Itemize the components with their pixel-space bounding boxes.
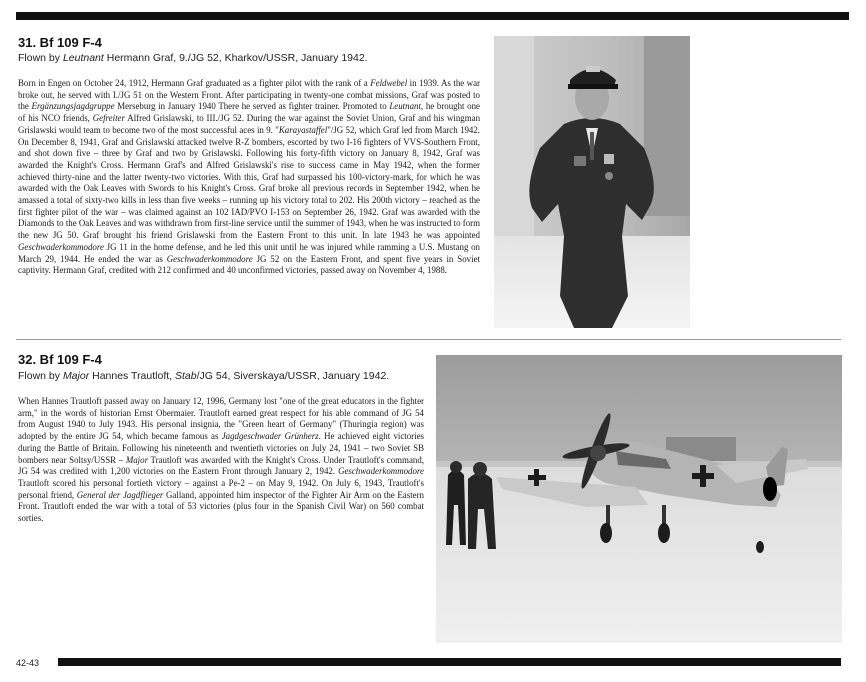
- text-run: Hannes Trautloft,: [89, 370, 175, 382]
- text-run: Gefreiter: [92, 113, 125, 124]
- text-run: Leutnant: [389, 101, 421, 112]
- text-run: Geschwaderkommodore: [338, 466, 424, 477]
- entry-31-body: [18, 78, 480, 277]
- text-run: . He achieved eight victories during the Battle of Britain. Following his nineteenth and twentieth victories on July 24, 1941 – two Soviet SB bombers near Soltsy/USSR –: [18, 431, 424, 465]
- text-run: in 1939. As the war broke out, he served with I./JG 51 on the Western Front. After participating in twenty-one combat missions, Graf was posted to the: [18, 78, 480, 112]
- text-run: Flown by: [18, 370, 63, 382]
- text-run: Geschwaderkommodore: [166, 253, 253, 264]
- bottom-rule: [58, 658, 841, 666]
- text-run: General der Jagdflieger: [76, 489, 164, 500]
- text-run: Stab: [175, 370, 197, 382]
- text-run: Trautloft was awarded with the Knight's Cross. Under Trautloft's command, JG 54 was credited with 1,200 victories on the Eastern Front through January 2, 1942.: [18, 454, 424, 477]
- text-run: When Hannes Trautloft passed away on January 12, 1996, Germany lost "one of the great educators in the fighter arm," in the words of historian Ernst Obermaier. Trautloft earned great respect for his able command of JG 54 from August 1940 to July 1943. His personal insignia, the "Green heart of Germany" (Thuringia region) was adopted by the entire JG 54, which became famous as: [18, 396, 424, 442]
- text-run: JG 11 in the home defense, and he led this unit until he was injured while ramming a U.S. Mustang on March 29, 1944. He ended the war as: [18, 241, 480, 264]
- text-run: Leutnant: [62, 52, 104, 64]
- entry-31-subtitle: [18, 52, 478, 64]
- text-run: Ergänzungsjagdgruppe: [31, 101, 115, 112]
- text-run: Merseburg in January 1940 There he served as fighter trainer. Promoted to: [114, 101, 390, 112]
- text-run: Karayastaffel: [278, 124, 328, 135]
- text-run: Galland, appointed him inspector of the Fighter Air Arm on the Eastern Front. Trautloft ended the war with a total of 53 victories (plus four in the Spanish Civil War) on 560 combat sorties.: [18, 489, 424, 524]
- text-run: Feldwebel: [370, 78, 408, 88]
- page-number: 42-43: [16, 658, 40, 668]
- top-rule: [16, 12, 849, 20]
- text-run: Trautloft scored his personal fortieth victory – against a Pe-2 – on May 9, 1942. On July 6, 1943, Trautloft's personal friend,: [18, 477, 424, 500]
- entry-32-subtitle: [18, 370, 428, 382]
- text-run: Flown by: [18, 52, 63, 64]
- text-run: Alfred Grislawski, to III./JG 52. During the war against the Soviet Union, Graf and his wingman Grislawski would team to become two of the most successful aces in 9. ": [18, 113, 481, 135]
- text-run: Geschwaderkommodore: [18, 241, 104, 252]
- section-separator: [16, 339, 841, 340]
- text-run: Major: [125, 454, 149, 465]
- entry-32-title: 32. Bf 109 F-4: [18, 352, 102, 367]
- text-run: JG 52 on the Eastern Front, and spent five years in Soviet captivity. Hermann Graf, credited with 212 confirmed and 40 unconfirmed victories, passed away on November 4, 1988.: [18, 253, 480, 276]
- text-run: Born in Engen on October 24, 1912, Hermann Graf graduated as a fighter pilot with the rank of a: [18, 78, 371, 88]
- text-run: Major: [62, 370, 90, 382]
- text-run: Hermann Graf, 9./JG 52, Kharkov/USSR, January 1942.: [103, 52, 368, 64]
- entry-32-body: [18, 396, 424, 525]
- text-run: /JG 54, Siverskaya/USSR, January 1942.: [196, 370, 390, 382]
- text-run: Jagdgeschwader Grünherz: [221, 431, 319, 442]
- entry-31-title: 31. Bf 109 F-4: [18, 35, 102, 50]
- pilot-portrait-photo: [494, 36, 690, 328]
- aircraft-photo: [436, 355, 842, 643]
- text-run: "/JG 52, which Graf led from March 1942. On December 8, 1941, Graf and Grislawski attacked twelve R-Z bombers, escorted by two I-16 fighters of VVS-Southern Front, and shot down five – three by Graf and two by Grislawski. Following his forty-fifth victory on January 8, 1942, Graf was awarded the Knight's Cross. Hermann Graf's and Alfred Grislawski's rise to success came in May 1942, when the former achieved thirty-nine and the latter twenty-two victories. With this, Graf had surpassed his 100-victory-mark, for which he was awarded with the Oak Leaves with Swords to his Knight's Cross. Graf broke all previous records in September 1942, when he amassed a total of sixty-two kills in less than five weeks – running up his victory total to 202. His 200th victory – reached as the first fighter pilot of the war – was claimed against an 102 IAD/PVO I-153 on September 26, 1942. Graf was awarded with the Diamonds to the Oak Leaves and was withdrawn from first-line service until the summer of 1943, when he was instructed to form the new JG 50. Graf brought his friend Grislawski from the Eastern Front to this unit. In late 1943 he was appointed: [18, 124, 480, 241]
- text-run: , he brought one of his NCO friends,: [18, 101, 480, 124]
